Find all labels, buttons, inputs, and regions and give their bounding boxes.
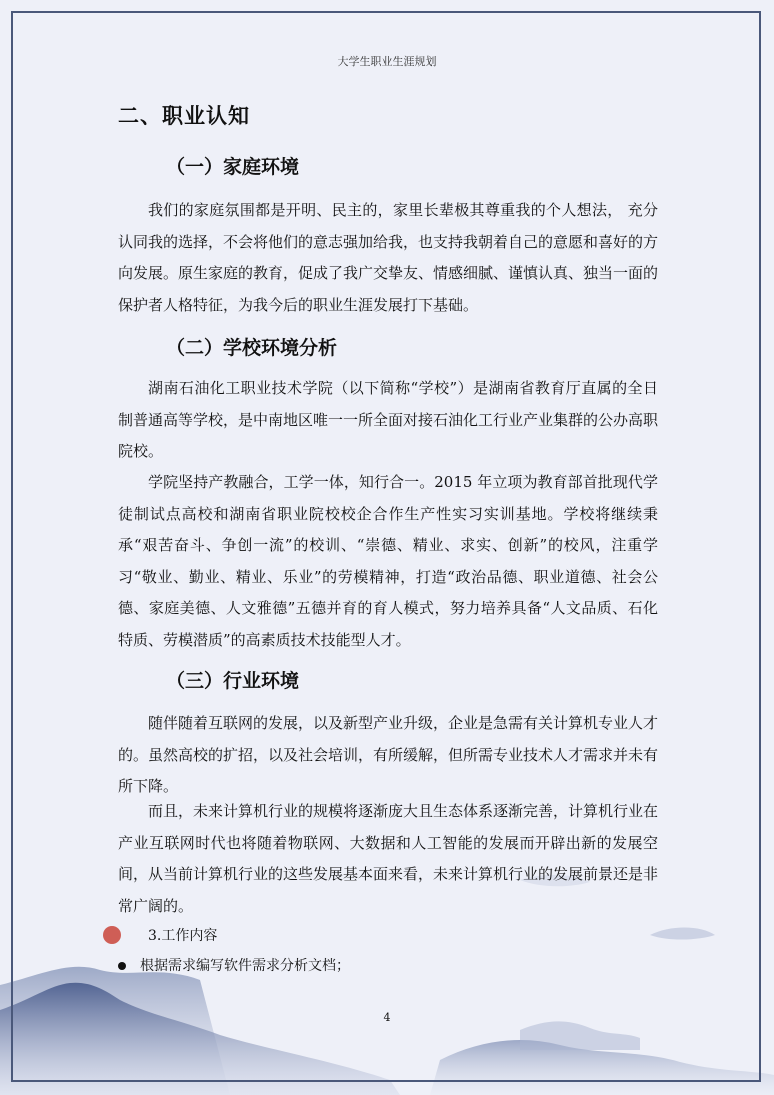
paragraph-school-2: 学院坚持产教融合，工学一体，知行合一。2015 年立项为教育部首批现代学徒制试点高校和湖南省职业院校校企合作生产性实习实训基地。学校将继续秉承“艰苦奋斗、争创一流”的校训、“崇德、精业、求实、创新”的校风，注重学习“敬业、勤业、精业、乐业”的劳模精神，打造“政治品德、职业道德、社会公德、家庭美德、人文雅德”五德并育的育人模式，努力培养具备“人文品质、石化特质、劳模潜质”的高素质技术技能型人才。	[118, 473, 658, 649]
bullet-item-text: 根据需求编写软件需求分析文档；	[140, 958, 350, 974]
paragraph-industry-1: 随伴随着互联网的发展，以及新型产业升级，企业是急需有关计算机专业人才的。虽然高校的扩招，以及社会培训，有所缓解，但所需专业技术人才需求并未有所下降。	[118, 714, 659, 795]
subsection-title-family: （一）家庭环境	[166, 156, 300, 178]
paragraph-industry-2: 而且，未来计算机行业的规模将逐渐庞大且生态体系逐渐完善，计算机行业在产业互联网时代也将随着物联网、大数据和人工智能的发展而开辟出新的发展空间，从当前计算机行业的这些发展基本面来看，未来计算机行业的发展前景还是非常广阔的。	[118, 802, 659, 915]
paragraph-school-1: 湖南石油化工职业技术学院（以下简称“学校”）是湖南省教育厅直属的全日制普通高等学校，是中南地区唯一一所全面对接石油化工行业产业集群的公办高职院校。	[118, 379, 659, 460]
bullet-item	[118, 955, 350, 975]
page-header: 大学生职业生涯规划	[337, 55, 437, 68]
page-number: 4	[383, 1011, 391, 1024]
cloud-right	[650, 928, 715, 940]
paragraph-family: 我们的家庭氛围都是开明、民主的，家里长辈极其尊重我的个人想法， 充分认同我的选择，不会将他们的意志强加给我，也支持我朝着自己的意愿和喜好的方向发展。原生家庭的教育，促成了我广交挚友、情感细腻、谨慎认真、独当一面的保护者人格特征，为我今后的职业生涯发展打下基础。	[118, 201, 659, 314]
bullet-dot-icon	[118, 962, 126, 970]
mountain-mid-right	[520, 1021, 640, 1050]
red-sun	[103, 926, 121, 944]
subsection-title-school: （二）学校环境分析	[166, 337, 338, 359]
work-content-title: 3.工作内容	[148, 928, 218, 944]
subsection-title-industry: （三）行业环境	[166, 670, 300, 692]
section-title: 二、职业认知	[118, 103, 250, 128]
